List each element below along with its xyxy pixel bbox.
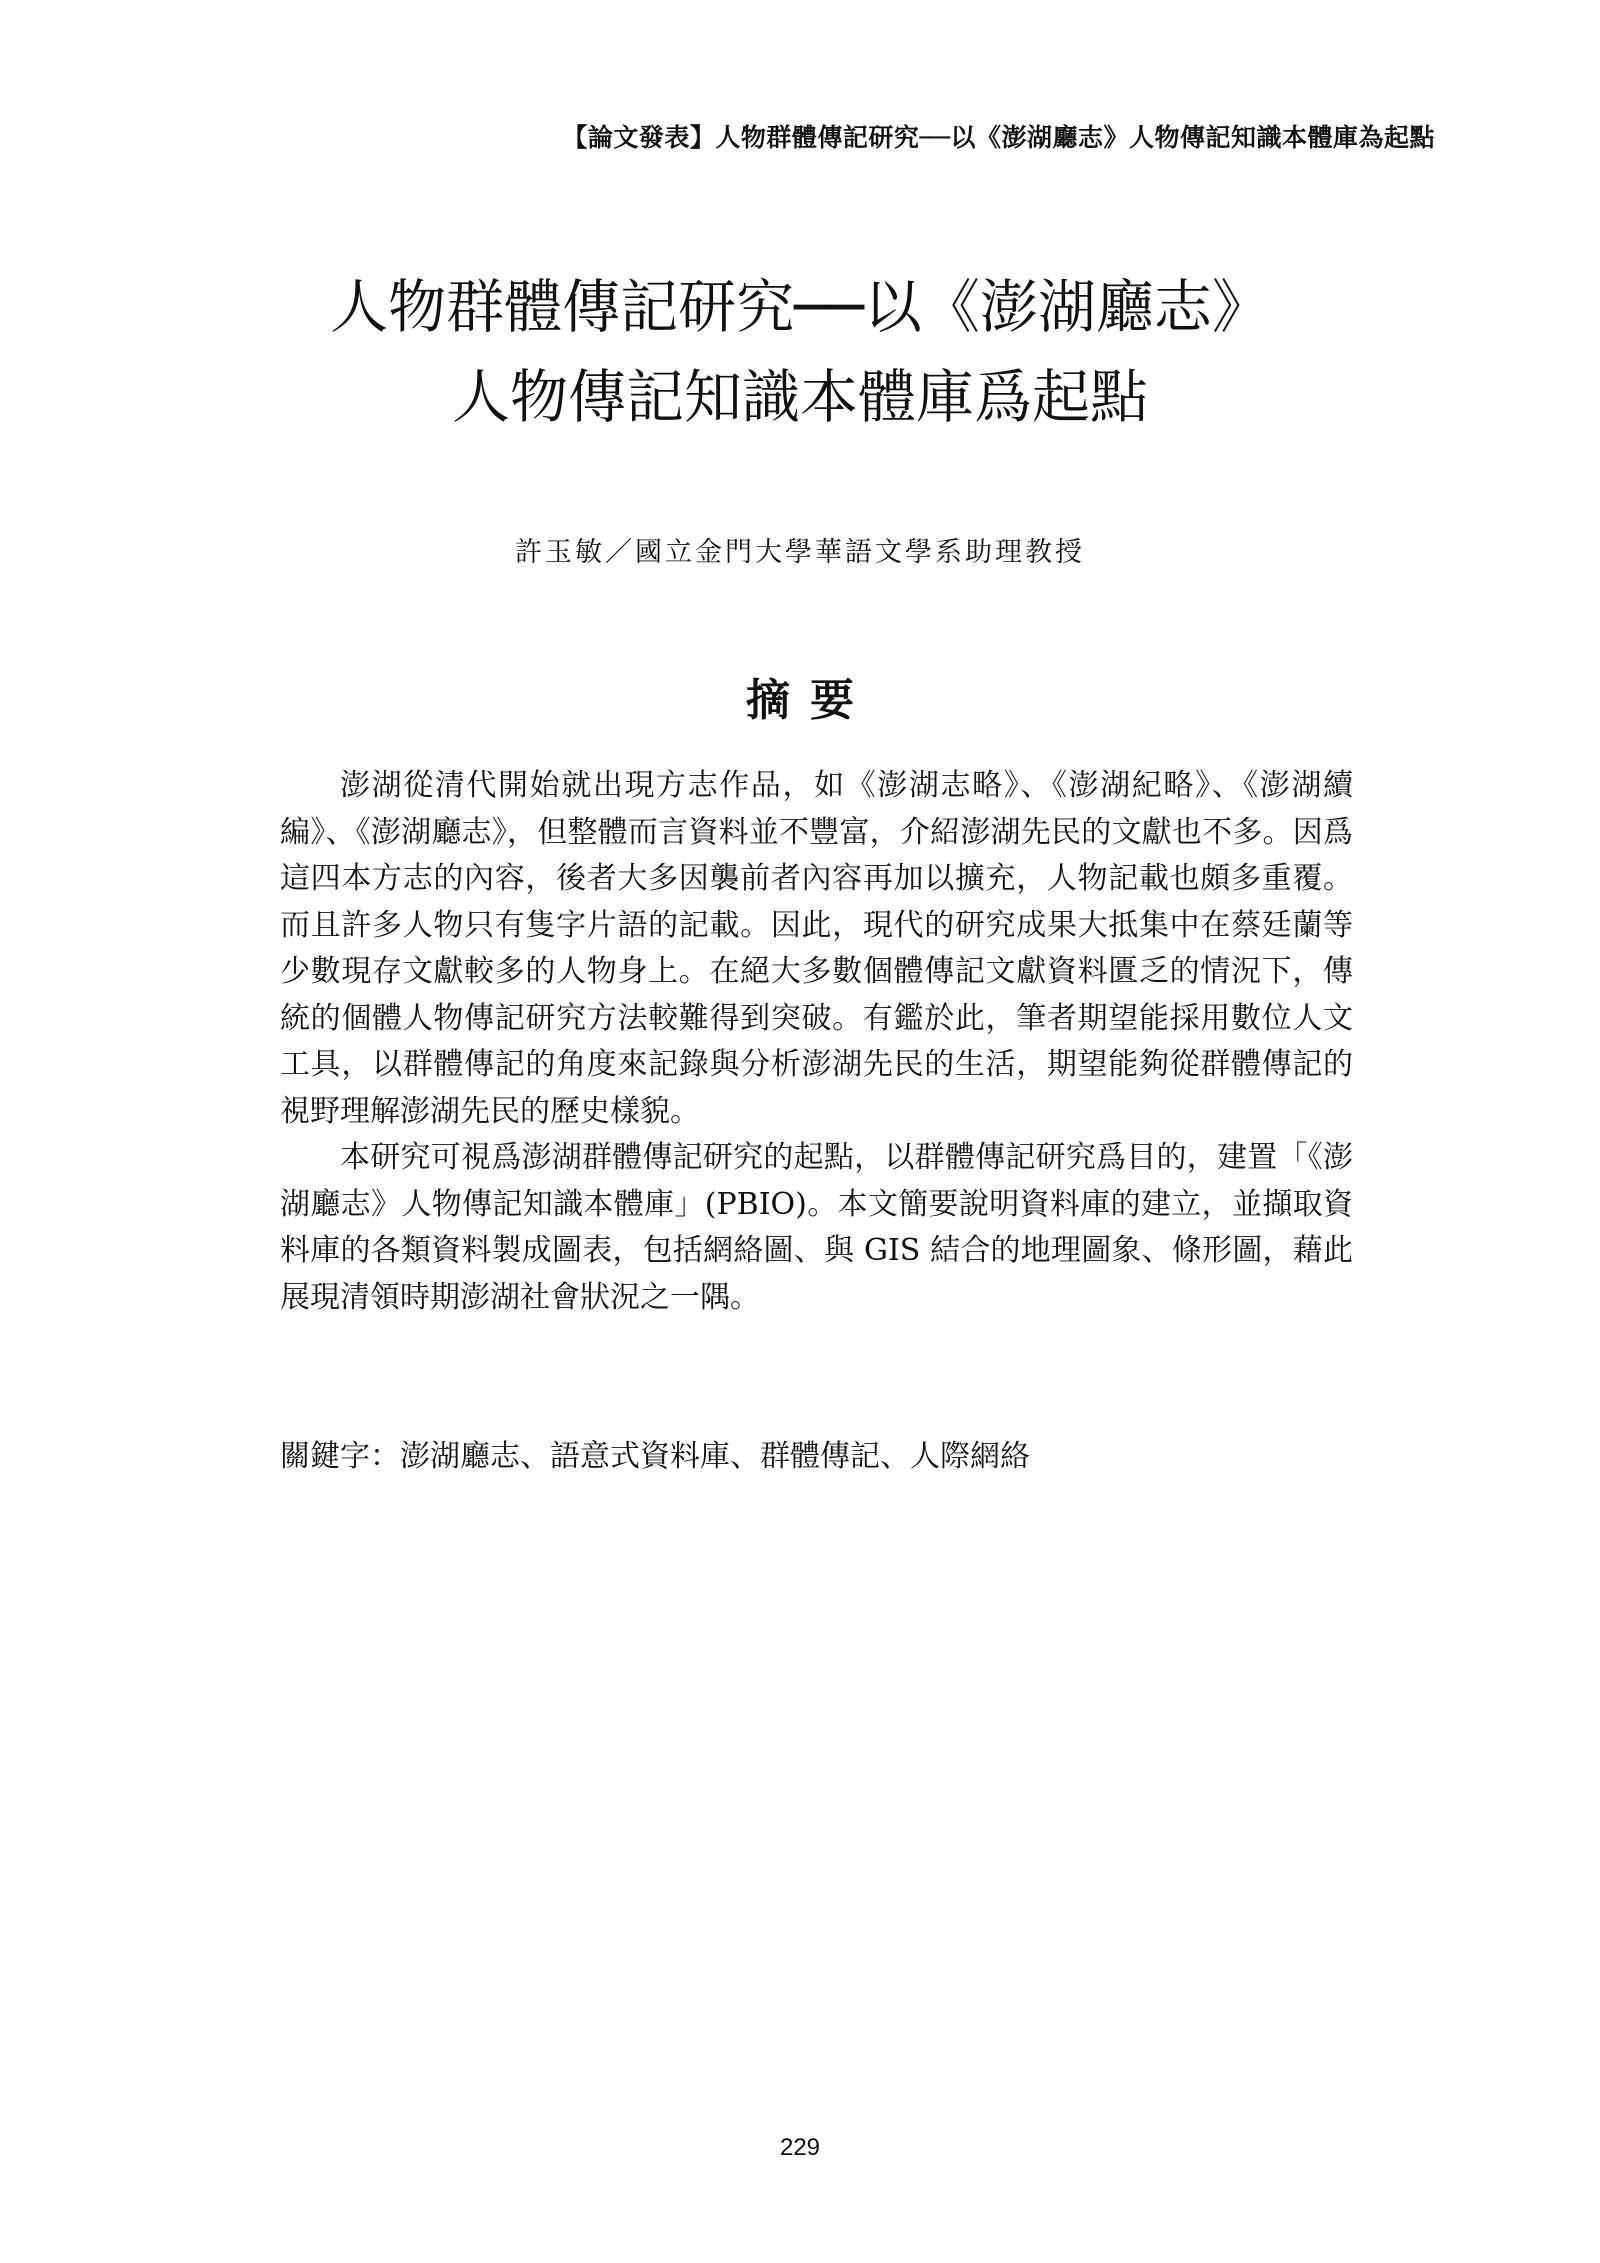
author-affiliation: 許玉敏／國立金門大學華語文學系助理教授 bbox=[515, 537, 1085, 568]
abstract-paragraph-1: 澎湖從清代開始就出現方志作品，如《澎湖志略》、《澎湖紀略》、《澎湖續編》、《澎湖廳志》，但整體而言資料並不豐富，介紹澎湖先民的文獻也不多。因爲這四本方志的內容，後者大多因襲前者內容再加以擴充，人物記載也頗多重覆。而且許多人物只有隻字片語的記載。因此，現代的研究成果大抵集中在蔡廷蘭等少數現存文獻較多的人物身上。在絕大多數個體傳記文獻資料匱乏的情況下，傳統的個體人物傳記研究方法較難得到突破。有鑑於此，筆者期望能採用數位人文工具，以群體傳記的角度來記錄與分析澎湖先民的生活，期望能夠從群體傳記的視野理解澎湖先民的歷史樣貌。 bbox=[280, 768, 1353, 1129]
paper-title-line-1: 人物群體傳記研究──以《澎湖廳志》 bbox=[330, 273, 1270, 341]
paper-title bbox=[0, 262, 1600, 442]
running-header: 【論文發表】人物群體傳記研究──以《澎湖廳志》人物傳記知識本體庫為起點 bbox=[562, 123, 1435, 152]
abstract-paragraph-2: 本研究可視爲澎湖群體傳記研究的起點，以群體傳記研究爲目的，建置「《澎湖廳志》人物傳記知識本體庫」(PBIO)。本文簡要說明資料庫的建立，並擷取資料庫的各類資料製成圖表，包括網絡圖、與 GIS 結合的地理圖象、條形圖，藉此展現清領時期澎湖社會狀況之一隅。 bbox=[280, 1140, 1353, 1315]
abstract-body bbox=[280, 763, 1353, 1321]
keywords: 關鍵字：澎湖廳志、語意式資料庫、群體傳記、人際網絡 bbox=[280, 1439, 1030, 1474]
paper-title-line-2: 人物傳記知識本體庫爲起點 bbox=[451, 363, 1148, 431]
abstract-heading: 摘要 bbox=[746, 675, 874, 726]
page-number: 229 bbox=[779, 2134, 821, 2161]
